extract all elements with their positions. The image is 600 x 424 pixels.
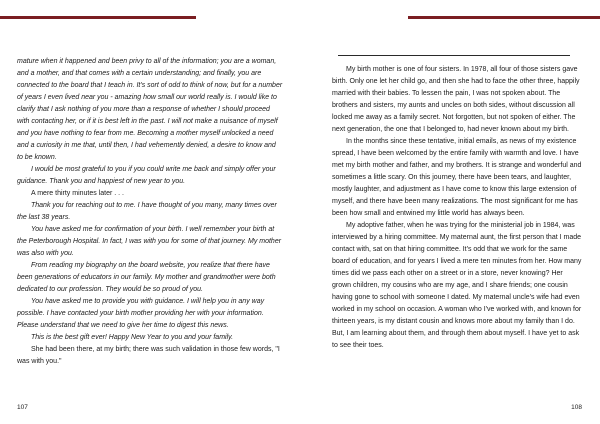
right-page xyxy=(300,0,600,424)
body-paragraph: I would be most grateful to you if you could write me back and simply offer your guidance. Thank you and happiest of new year to you. xyxy=(17,166,276,185)
right-page-body xyxy=(332,64,582,352)
body-paragraph: My adoptive father, when he was trying for the ministerial job in 1984, was interviewed by a hiring committee. My maternal aunt, the first person that I made contact with, sat on that hiring committee. It's odd that we work for the same board of education, and for years I lived a mere ten minutes from her. How many times did we pass each other on a street or in a store, never knowing? Her grown children, my cousins who are my age, and I share friends; one cousin having gone to school with someone I dated. My maternal uncle's wife had even worked in my school on occasion. A woman who I've worked with, and known for thirteen years, is my distant cousin and knows more about my family than I do. But, I am learning about them, and through them about myself. I have yet to ask to see their toes. xyxy=(332,222,582,349)
body-paragraph: mature when it happened and been privy to all of the information; you are a woman, and a mother, and that comes with a certain understanding; and finally, you are connected to the board that I teach in. It's sort of odd to think of now, but for a number of years I even lived near you - amazing how small our world really is. I would like to clarify that I ask nothing of you more than a response of whether I should proceed with contacting her, or if it is best left in the past. I will not make a nuisance of myself and you have nothing to fear from me. Becoming a mother myself unlocked a need and a curiosity in me that, until then, I had vehemently denied, a desire to know and to be known. xyxy=(17,58,283,161)
page-number: 107 xyxy=(17,404,28,411)
section-rule xyxy=(338,55,570,56)
body-paragraph: A mere thirty minutes later . . . xyxy=(31,190,124,197)
body-paragraph: You have asked me to provide you with guidance. I will help you in any way possible. I have contacted your birth mother providing her with your information. Please understand that we need to give her time to digest this news. xyxy=(17,298,265,329)
left-page-body xyxy=(17,56,283,368)
page-number: 108 xyxy=(571,404,582,411)
body-paragraph: This is the best gift ever! Happy New Year to you and your family. xyxy=(31,334,234,341)
body-paragraph: From reading my biography on the board website, you realize that there have been generations of educators in our family. My mother and grandmother were both dedicated to our profession. They would be so proud of you. xyxy=(17,262,276,293)
body-paragraph: My birth mother is one of four sisters. In 1978, all four of those sisters gave birth. Only one let her child go, and then she had to face the other three, happily married with their babies. To lessen the pain, I was not spoken about. The brothers and sisters, my aunts and uncles on both sides, without discussion all locked me away as a family secret. Not forgotten, but not spoken of either. The next generation, the one that I belonged to, had never known about my birth. xyxy=(332,66,580,133)
body-paragraph: In the months since these tentative, initial emails, as news of my existence spread, I have been welcomed by the entire family with warmth and love. I have met my birth mother and father, and my brothers. It is strange and wonderful and sometimes a little scary. On this journey, there have been tears, and laughter, mostly laughter, and adjustment as I have come to know this large extension of myself, and there have been many realizations. The most significant for me has been how small and entwined my little world has always been. xyxy=(332,138,582,217)
body-paragraph: You have asked me for confirmation of your birth. I well remember your birth at the Peterborough Hospital. In fact, I was with you for some of that journey. My mother was also with you. xyxy=(17,226,282,257)
body-paragraph: Thank you for reaching out to me. I have thought of you many, many times over the last 38 years. xyxy=(17,202,277,221)
body-paragraph: She had been there, at my birth; there was such validation in those few words, "I was with you." xyxy=(17,346,280,365)
